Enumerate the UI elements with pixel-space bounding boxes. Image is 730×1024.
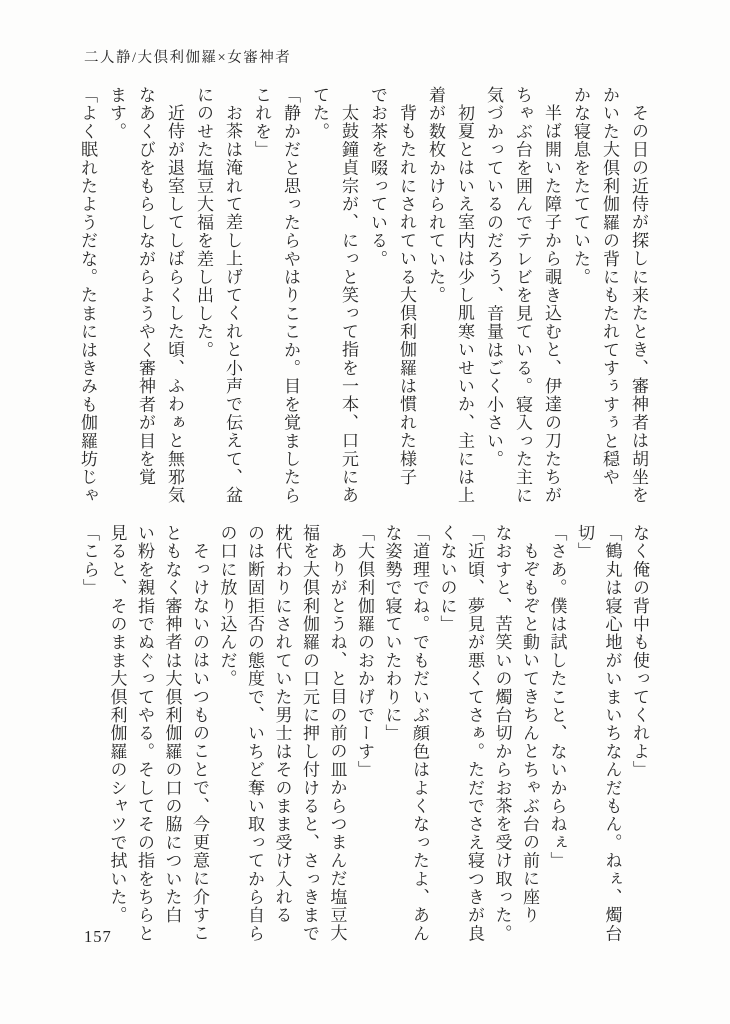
text-line: その日の近侍が探しに来たとき、審神者は胡坐を bbox=[629, 104, 648, 505]
text-line: 「さあ。僕は試したこと、ないからねぇ」 bbox=[547, 524, 567, 870]
text-line: 着が数枚かけられていた。 bbox=[426, 86, 445, 305]
text-line: 「近頃、夢見が悪くてさぁ。ただでさえ寝つきが良 bbox=[465, 524, 484, 943]
text-line: なく俺の背中も使ってくれよ」 bbox=[630, 524, 649, 779]
text-line: てた。 bbox=[310, 86, 329, 141]
text-line: ます。 bbox=[107, 86, 126, 141]
text-line: なあくびをもらしながらようやく審神者が目を覚 bbox=[136, 86, 155, 487]
page-number: 157 bbox=[84, 927, 112, 946]
text-line: にのせた塩豆大福を差し出した。 bbox=[194, 86, 213, 359]
text-block-bottom bbox=[76, 524, 654, 964]
text-line: 「こら」 bbox=[80, 524, 99, 597]
text-block-top bbox=[73, 86, 653, 532]
text-line: 初夏とはいえ室内は少し肌寒いせいか、主には上 bbox=[455, 104, 474, 505]
text-line: 「よく眠れたようだな。たまにはきみも伽羅坊じゃ bbox=[78, 86, 97, 505]
text-line: な姿勢で寝ていたわりに」 bbox=[382, 524, 402, 743]
text-line: ちゃぶ台を囲んでテレビを見ている。寝入った主に bbox=[513, 86, 532, 505]
text-line: ありがとうね、と目の前の皿からつまんだ塩豆大 bbox=[327, 542, 347, 943]
text-line: 福を大倶利伽羅の口元に押し付けると、さっきまで bbox=[300, 524, 319, 943]
page-header-title: 二人静/大倶利伽羅×女審神者 bbox=[84, 50, 292, 66]
text-line: くないのに」 bbox=[437, 524, 457, 634]
text-line: 気づかっているのだろう、音量はごく小さい。 bbox=[484, 86, 503, 469]
text-line: 「鶴丸は寝心地がいまいちなんだもん。ねぇ、燭台 bbox=[602, 524, 622, 943]
text-line: 「静かだと思ったらやはりここか。目を覚ましたら bbox=[281, 86, 300, 505]
text-line: 「大倶利伽羅のおかげでーす」 bbox=[355, 524, 374, 779]
text-line: 枕代わりにされていた男士はそのまま受け入れる bbox=[272, 524, 292, 925]
text-line: のは断固拒否の態度で、いちど奪い取ってから自ら bbox=[245, 524, 264, 943]
text-line: 背もたれにされている大倶利伽羅は慣れた様子 bbox=[397, 104, 416, 487]
text-line: い粉を親指でぬぐってやる。そしてその指をちらと bbox=[135, 524, 154, 943]
text-line: でお茶を啜っている。 bbox=[368, 86, 387, 268]
text-line: かいた大倶利伽羅の背にもたれてすぅすぅと穏や bbox=[600, 86, 619, 487]
text-line: そっけないのはいつものことで、今更意に介すこ bbox=[190, 542, 209, 943]
text-line: これを」 bbox=[252, 86, 271, 159]
text-line: 見ると、そのまま大倶利伽羅のシャツで拭いた。 bbox=[107, 524, 127, 925]
text-line: なおすと、苦笑いの燭台切からお茶を受け取った。 bbox=[492, 524, 512, 943]
text-line: かな寝息をたてていた。 bbox=[571, 86, 590, 287]
text-line: の口に放り込んだ。 bbox=[217, 524, 237, 688]
text-line: もぞもぞと動いてきちんとちゃぶ台の前に座り bbox=[520, 542, 539, 925]
text-line: 切」 bbox=[575, 524, 594, 561]
text-line: 「道理でね。でもだいぶ顔色はよくなったよ、あん bbox=[410, 524, 429, 943]
text-line: お茶は淹れて差し上げてくれと小声で伝えて、盆 bbox=[223, 104, 242, 505]
text-line: ともなく審神者は大倶利伽羅の口の脇についた白 bbox=[162, 524, 182, 925]
text-line: 太鼓鐘貞宗が、にっと笑って指を一本、口元にあ bbox=[339, 104, 358, 505]
text-line: 近侍が退室してしばらくした頃、ふわぁと無邪気 bbox=[165, 104, 184, 505]
text-line: 半ば開いた障子から覗き込むと、伊達の刀たちが bbox=[542, 104, 561, 505]
